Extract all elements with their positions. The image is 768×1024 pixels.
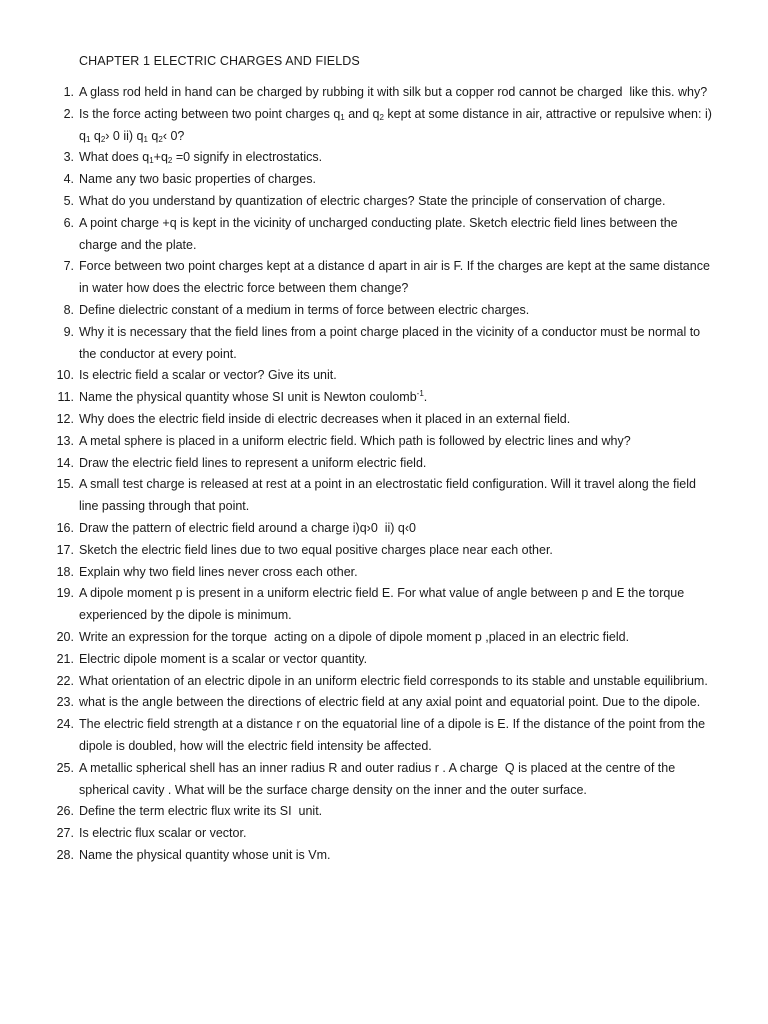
question-item <box>50 474 718 518</box>
question-number: 17. <box>56 542 74 557</box>
question-text: Draw the electric field lines to represent a uniform electric field. <box>79 455 427 470</box>
question-item <box>50 82 718 104</box>
question-text: A metallic spherical shell has an inner radius R and outer radius r . A charge Q is placed at the centre of the spherical cavity . What will be the surface charge density on the inner and the outer surface. <box>79 760 676 797</box>
question-number: 18. <box>56 564 74 579</box>
question-number: 12. <box>56 411 74 426</box>
question-text: A glass rod held in hand can be charged by rubbing it with silk but a copper rod cannot be charged like this. why? <box>79 85 708 99</box>
question-item <box>50 147 718 169</box>
question-number: 13. <box>56 433 74 448</box>
question-item <box>50 256 718 300</box>
question-number: 3. <box>63 150 74 165</box>
question-item <box>50 671 718 693</box>
question-list <box>50 82 718 867</box>
question-number: 15. <box>56 477 74 492</box>
question-item <box>50 845 718 867</box>
question-item <box>50 562 718 584</box>
question-text: Name any two basic properties of charges. <box>79 172 316 187</box>
question-item <box>50 300 718 322</box>
question-item <box>50 213 718 257</box>
question-item <box>50 169 718 191</box>
question-text: Name the physical quantity whose SI unit is Newton coulomb$^{-1}$. <box>79 389 428 405</box>
question-text: What orientation of an electric dipole in an uniform electric field corresponds to its stable and unstable equilibrium. <box>79 673 708 688</box>
question-item <box>50 409 718 431</box>
question-number: 24. <box>56 717 74 732</box>
question-item <box>50 540 718 562</box>
question-number: 5. <box>63 193 74 208</box>
question-number: 7. <box>63 259 74 274</box>
question-text: Explain why two field lines never cross each other. <box>79 564 358 579</box>
question-text: Draw the pattern of electric field around a charge i)q›0 ii) q‹0 <box>79 520 416 535</box>
question-text: Define the term electric flux write its SI unit. <box>79 804 323 819</box>
question-item <box>50 191 718 213</box>
question-number: 26. <box>56 804 74 819</box>
question-text: Is electric flux scalar or vector. <box>79 826 247 841</box>
question-text: Is the force acting between two point charges $q_1$ and $q_2$ kept at some distance in air, attractive or repulsive when: i) $q_1$ $q_2›$ 0 ii) $q_1$ $q_2‹$ 0? <box>79 106 712 144</box>
question-text: Name the physical quantity whose unit is Vm. <box>79 847 331 862</box>
question-item <box>50 365 718 387</box>
question-item <box>50 322 718 366</box>
question-text: A metal sphere is placed in a uniform electric field. Which path is followed by electric lines and why? <box>79 433 631 448</box>
question-item <box>50 823 718 845</box>
question-item <box>50 387 718 409</box>
question-item <box>50 758 718 802</box>
question-item <box>50 692 718 714</box>
question-item <box>50 453 718 475</box>
question-number: 21. <box>56 651 74 666</box>
question-text: What do you understand by quantization of electric charges? State the principle of conservation of charge. <box>79 193 666 208</box>
question-text: Write an expression for the torque acting on a dipole of dipole moment p ,placed in an electric field. <box>79 629 630 644</box>
question-number: 28. <box>56 847 74 862</box>
question-text: what is the angle between the directions of electric field at any axial point and equatorial point. Due to the dipole. <box>79 695 701 710</box>
question-text: A dipole moment p is present in a uniform electric field E. For what value of angle between p and E the torque experienced by the dipole is minimum. <box>79 586 685 623</box>
question-number: 27. <box>56 826 74 841</box>
question-number: 14. <box>56 455 74 470</box>
question-number: 8. <box>63 302 74 317</box>
question-text: Why it is necessary that the field lines from a point charge placed in the vicinity of a conductor must be normal to the conductor at every point. <box>79 324 701 361</box>
question-text: Why does the electric field inside di electric decreases when it placed in an external field. <box>79 411 571 426</box>
question-text: A small test charge is released at rest at a point in an electrostatic field configuration. Will it travel along the field line passing through that point. <box>79 477 696 514</box>
question-item <box>50 583 718 627</box>
question-number: 16. <box>56 520 74 535</box>
question-number: 10. <box>56 368 74 383</box>
question-number: 22. <box>56 673 74 688</box>
question-item <box>50 518 718 540</box>
page-title: CHAPTER 1 ELECTRIC CHARGES AND FIELDS <box>79 54 360 68</box>
question-text: Sketch the electric field lines due to two equal positive charges place near each other. <box>79 542 553 557</box>
question-text: Is electric field a scalar or vector? Give its unit. <box>79 368 337 383</box>
question-text: Force between two point charges kept at a distance d apart in air is F. If the charges are kept at the same distance in water how does the electric force between them change? <box>79 259 710 296</box>
question-text: Define dielectric constant of a medium in terms of force between electric charges. <box>79 302 530 317</box>
question-item <box>50 627 718 649</box>
question-item <box>50 801 718 823</box>
question-number: 9. <box>63 324 74 339</box>
question-number: 20. <box>56 629 74 644</box>
question-item <box>50 649 718 671</box>
question-number: 25. <box>56 760 74 775</box>
question-item <box>50 104 718 148</box>
question-number: 2. <box>63 106 74 121</box>
question-number: 4. <box>63 172 74 187</box>
question-text: Electric dipole moment is a scalar or vector quantity. <box>79 651 368 666</box>
question-number: 1. <box>63 85 74 99</box>
question-text: The electric field strength at a distance r on the equatorial line of a dipole is E. If the distance of the point from the dipole is doubled, how will the electric field intensity be affected. <box>79 717 706 753</box>
question-text: A point charge +q is kept in the vicinity of uncharged conducting plate. Sketch electric field lines between the charge and the plate. <box>79 215 678 252</box>
question-number: 23. <box>56 695 74 710</box>
question-number: 6. <box>63 215 74 230</box>
question-number: 19. <box>56 586 74 601</box>
question-number: 11. <box>57 390 74 405</box>
question-item <box>50 714 718 758</box>
question-item <box>50 431 718 453</box>
question-text: What does $q_1+q_2 =0$ signify in electrostatics. <box>79 150 323 166</box>
